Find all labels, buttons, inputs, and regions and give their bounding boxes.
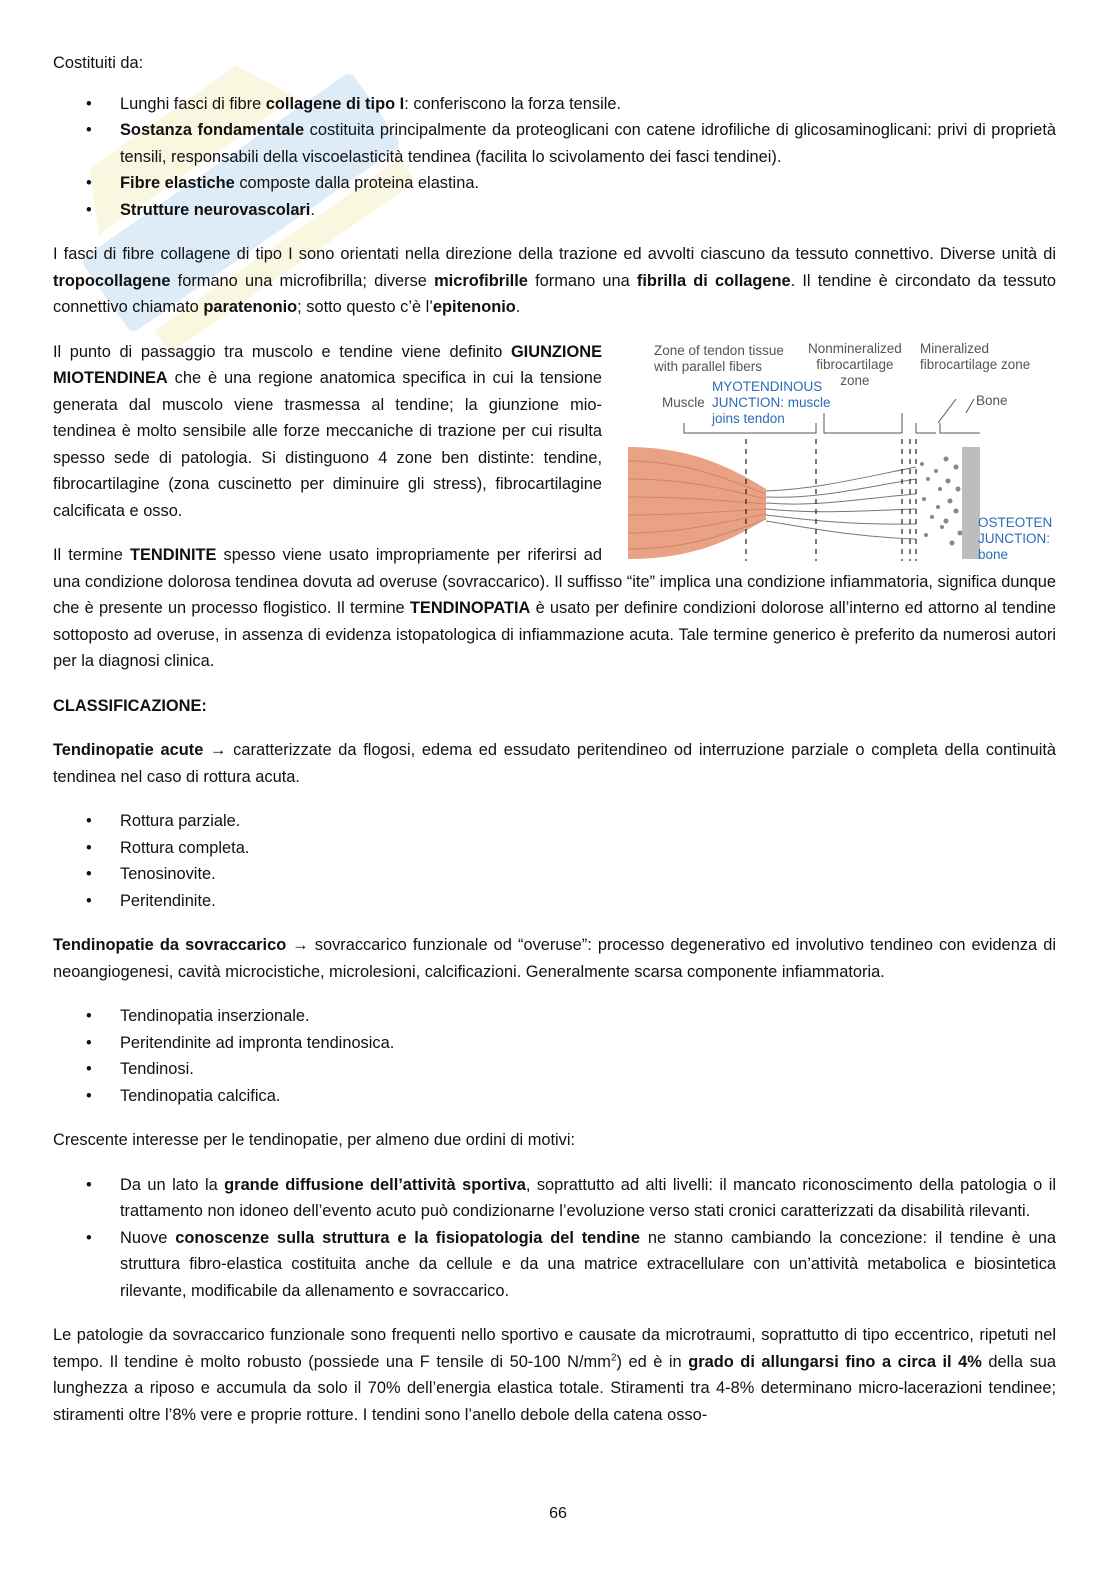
list-item: • Fibre elastiche composte dalla proteina elastina. bbox=[53, 170, 1056, 197]
muscle-shape bbox=[628, 447, 766, 559]
figure-label-nonmineralized: Nonmineralized fibrocartilage zone bbox=[808, 340, 902, 388]
page-number: 66 bbox=[549, 1505, 567, 1522]
interest-paragraph: Crescente interesse per le tendinopatie, per almeno due ordini di motivi: bbox=[53, 1131, 576, 1149]
interest-list bbox=[53, 1172, 1056, 1305]
list-item: • Tendinopatia inserzionale. bbox=[53, 1003, 1056, 1030]
list-item: • Rottura parziale. bbox=[53, 808, 1056, 835]
classification-heading: CLASSIFICAZIONE: bbox=[53, 696, 207, 715]
figure-label-bone: Bone bbox=[976, 392, 1008, 408]
intro-text: Costituiti da: bbox=[53, 54, 144, 72]
figure-label-osteotendinous: OSTEOTEN JUNCTION: bone bbox=[978, 514, 1053, 562]
figure-label-mineralized: Mineralized fibrocartilage zone bbox=[920, 340, 1031, 372]
list-item: • Tendinopatia calcifica. bbox=[53, 1083, 1056, 1110]
myotendinous-junction-figure bbox=[626, 339, 1056, 569]
overload-list bbox=[53, 1003, 1056, 1109]
list-item: • Tendinosi. bbox=[53, 1056, 1056, 1083]
overload-paragraph: Tendinopatie da sovraccarico → sovraccarico funzionale od “overuse”: processo degenerativo ed involutivo tendineo con evidenza di neoangiogenesi, cavità microcistiche, microlesioni, calcificazioni. Generalmente scarsa componente infiammatoria. bbox=[53, 936, 1056, 981]
list-item: • Lunghi fasci di fibre collagene di tipo I: conferiscono la forza tensile. bbox=[53, 91, 1056, 118]
list-item: • Nuove conoscenze sulla struttura e la fisiopatologia del tendine ne stanno cambiando la concezione: il tendine è una struttura fibro-elastica costituita anche da cellule e da una matrice extracellulare con un’attività metabolica e biosintetica rilevante, modificabile da allenamento e sovraccarico. bbox=[53, 1225, 1056, 1305]
tendinitis-paragraph: Il termine TENDINITE spesso viene usato impropriamente per riferirsi ad una condizione dolorosa tendinea dovuta ad overuse (sovraccarico). Il suffisso “ite” implica una condizione infiammatoria, significa dunque che è presente un processo flogistico. Il termine TENDINOPATIA è usato per definire condizioni dolorose all’interno ed attorno al tendine sottoposto ad overuse, in assenza di evidenza istopatologica di infiammazione acuta. Tale termine generico è preferito da numerosi autori per la diagnosi clinica. bbox=[53, 546, 1056, 670]
list-item: • Strutture neurovascolari. bbox=[53, 197, 1056, 224]
overload-pathology-paragraph: Le patologie da sovraccarico funzionale sono frequenti nello sportivo e causate da microtraumi, soprattutto di tipo eccentrico, ripetuti nel tempo. Il tendine è molto robusto (possiede una F tensile di 50-100 $N/mm^2$) ed è in grado di allungarsi fino a circa il 4% della sua lunghezza a riposo e accumula da solo il 70% dell’energia elastica totale. Stiramenti tra 4-8% determinano micro-lacerazioni tendinee; stiramenti oltre l’8% vere e proprie rotture. I tendini sono l’anello debole della catena osso- bbox=[53, 1326, 1057, 1424]
acute-list bbox=[53, 808, 1056, 914]
list-item: • Rottura completa. bbox=[53, 835, 1056, 862]
figure-label-tendon-zone: Zone of tendon tissue with parallel fibers bbox=[654, 342, 784, 374]
figure-label-muscle: Muscle bbox=[662, 394, 705, 410]
myotendinous-paragraph: Il punto di passaggio tra muscolo e tendine viene definito GIUNZIONE MIOTENDINEA che è una regione anatomica specifica in cui la tensione generata dal muscolo viene trasmessa al tendine; la giunzione mio-tendinea è molto sensibile alle forze meccaniche di trazione per cui risulta spesso sede di patologia. Si distinguono 4 zone ben distinte: tendine, fibrocartilagine (zona cuscinetto per diminuire gli stress), fibrocartilagine calcificata e osso. bbox=[53, 342, 602, 520]
list-item: • Peritendinite ad impronta tendinosica. bbox=[53, 1030, 1056, 1057]
collagen-paragraph: I fasci di fibre collagene di tipo I sono orientati nella direzione della trazione ed avvolti ciascuno da tessuto connettivo. Diverse unità di tropocollagene formano una microfibrilla; diverse microfibrille formano una fibrilla di collagene. Il tendine è circondato da tessuto connettivo chiamato paratenonio; sotto questo c’è l’epitenonio. bbox=[53, 245, 1056, 316]
list-item: • Peritendinite. bbox=[53, 888, 1056, 915]
list-item: • Sostanza fondamentale costituita principalmente da proteoglicani con catene idrofiliche di glicosaminoglicani: privi di proprietà tensili, responsabili della viscoelasticità tendinea (facilita lo scivolamento dei fasci tendinei). bbox=[53, 117, 1056, 170]
page-content bbox=[53, 50, 1056, 1428]
list-item: • Tenosinovite. bbox=[53, 861, 1056, 888]
composition-list bbox=[53, 91, 1056, 224]
figure-label-myotendinous: MYOTENDINOUS JUNCTION: muscle joins tendon bbox=[712, 378, 831, 426]
list-item: • Da un lato la grande diffusione dell’attività sportiva, soprattutto ad alti livelli: il mancato riconoscimento della patologia o il trattamento non idoneo dell’evento acuto può condizionarne l’evoluzione verso stati cronici caratterizzati da disabilità rilevanti. bbox=[53, 1172, 1056, 1225]
acute-paragraph: Tendinopatie acute → caratterizzate da flogosi, edema ed essudato peritendineo od interruzione parziale o completa della continuità tendinea nel caso di rottura acuta. bbox=[53, 741, 1057, 786]
